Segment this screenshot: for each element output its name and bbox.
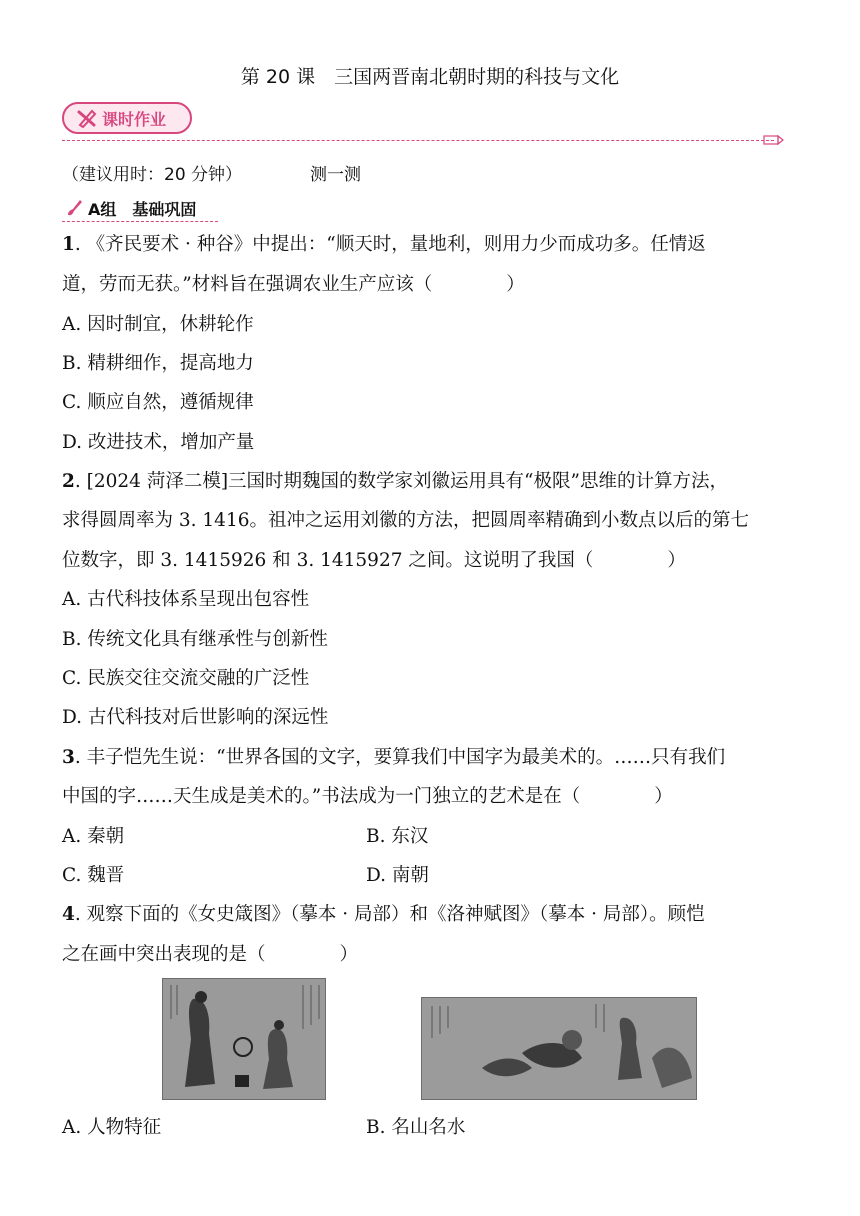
pencil-ruler-icon: [76, 107, 98, 129]
q4-line2: 之在画中突出表现的是（ ）: [62, 944, 359, 965]
q2-option-d: D. 古代科技对后世影响的深远性: [62, 707, 329, 728]
q3-option-d: D. 南朝: [366, 865, 429, 886]
q2-line1: [62, 467, 728, 493]
q1-line1: [62, 230, 706, 256]
q2-option-b: B. 传统文化具有继承性与创新性: [62, 629, 328, 650]
q1-text1: . 《齐民要术 · 种谷》中提出：“顺天时，量地利，则用力少而成功多。任情返: [74, 234, 706, 255]
q2-line3: 位数字，即 3. 1415926 和 3. 1415927 之间。这说明了我国（ ）: [62, 550, 686, 571]
test-label: 测一测: [310, 165, 361, 185]
q2-option-a: A. 古代科技体系呈现出包容性: [62, 589, 310, 610]
homework-badge: [62, 102, 192, 134]
q1-option-b: B. 精耕细作，提高地力: [62, 353, 254, 374]
time-row: [62, 160, 361, 185]
suggested-time: （建议用时：20 分钟）: [62, 165, 243, 185]
q3-option-b: B. 东汉: [366, 826, 429, 847]
q2-option-c: C. 民族交往交流交融的广泛性: [62, 668, 310, 689]
q1-number: 1: [62, 234, 75, 255]
q2-line2: 求得圆周率为 3. 1416。祖冲之运用刘徽的方法，把圆周率精确到小数点以后的第七: [62, 510, 749, 531]
q3-line2: 中国的字……天生成是美术的。”书法成为一门独立的艺术是在（ ）: [62, 786, 673, 807]
q1-line2: 道，劳而无获。”材料旨在强调农业生产应该（ ）: [62, 274, 525, 295]
pencil-icon: [762, 133, 784, 147]
luoshen-fu-painting: [421, 997, 697, 1100]
q3-number: 3: [62, 747, 75, 768]
page-title: 第 20 课 三国两晋南北朝时期的科技与文化: [240, 66, 620, 88]
q2-text1: . [2024 菏泽二模]三国时期魏国的数学家刘徽运用具有“极限”思维的计算方法，: [74, 471, 728, 492]
q4-option-b: B. 名山名水: [366, 1117, 466, 1138]
q4-number: 4: [62, 904, 75, 925]
group-heading: [62, 196, 196, 220]
group-label: A组 基础巩固: [88, 199, 197, 219]
q3-option-c: C. 魏晋: [62, 865, 125, 886]
q1-option-d: D. 改进技术，增加产量: [62, 432, 255, 453]
q4-option-a: A. 人物特征: [62, 1117, 162, 1138]
q3-text1: . 丰子恺先生说：“世界各国的文字，要算我们中国字为最美术的。……只有我们: [74, 747, 726, 768]
brush-icon: [62, 197, 84, 219]
badge-label: 课时作业: [102, 109, 167, 129]
q2-number: 2: [62, 471, 75, 492]
nvshi-zhen-painting: [162, 978, 326, 1100]
q4-line1: [62, 900, 705, 926]
section-divider: [62, 140, 774, 141]
q4-text1: . 观察下面的《女史箴图》（摹本 · 局部）和《洛神赋图》（摹本 · 局部）。顾恺: [74, 904, 705, 925]
q3-option-a: A. 秦朝: [62, 826, 125, 847]
q3-line1: [62, 743, 725, 769]
q1-option-a: A. 因时制宜，休耕轮作: [62, 314, 254, 335]
group-underline: [62, 221, 218, 222]
q1-option-c: C. 顺应自然，遵循规律: [62, 392, 254, 413]
